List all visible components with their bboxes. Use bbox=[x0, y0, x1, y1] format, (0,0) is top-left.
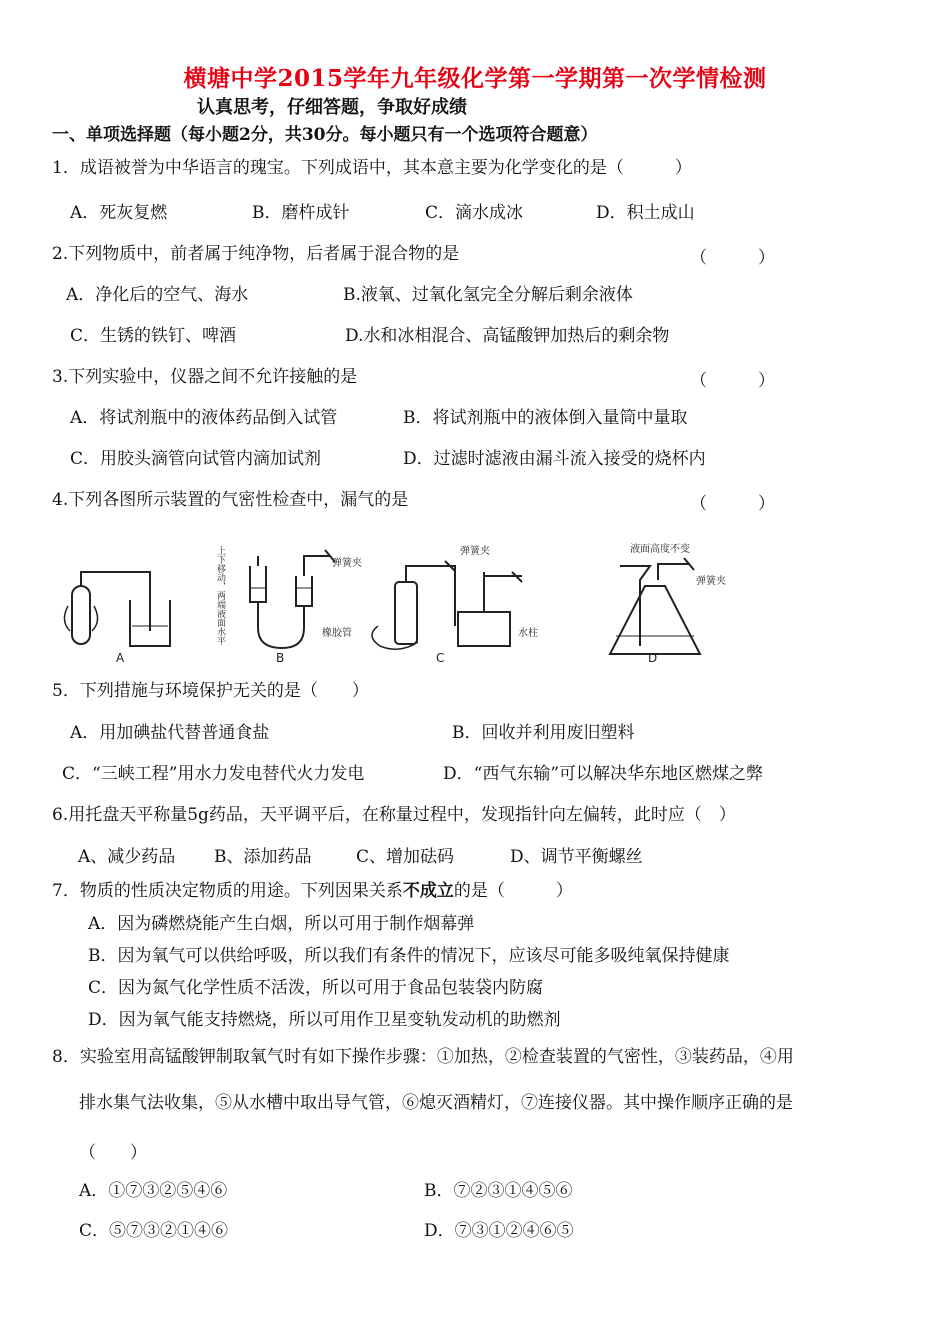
question-1-option-b: B．磨杵成针 bbox=[252, 203, 350, 223]
figure-d-spring-clip: 弹簧夹 bbox=[696, 576, 726, 587]
question-2-option-a: A．净化后的空气、海水 bbox=[66, 285, 249, 305]
question-8-answer-paren: （ ） bbox=[79, 1143, 147, 1163]
figure-b-side-note: 上下移动，两端液面水平 bbox=[215, 546, 225, 645]
question-7-stem-end: 的是（ ） bbox=[453, 881, 573, 901]
question-3-option-c: C．用胶头滴管向试管内滴加试剂 bbox=[70, 449, 322, 469]
question-7-stem bbox=[52, 880, 573, 902]
question-2-option-c: C．生锈的铁钉、啤酒 bbox=[70, 326, 237, 346]
question-2-option-b: B.液氧、过氧化氢完全分解后剩余液体 bbox=[343, 285, 633, 305]
question-5-option-c: C．“三峡工程”用水力发电替代火力发电 bbox=[62, 764, 365, 784]
apparatus-d bbox=[610, 558, 700, 654]
question-6-option-a: A、减少药品 bbox=[78, 847, 176, 867]
question-7-stem-emphasis: 不成立 bbox=[402, 881, 454, 901]
question-8-option-b: B．⑦②③①④⑤⑥ bbox=[424, 1181, 573, 1201]
question-6-option-b: B、添加药品 bbox=[214, 847, 312, 867]
question-2-stem: 2.下列物质中，前者属于纯净物，后者属于混合物的是 bbox=[52, 244, 460, 264]
question-2-answer-paren: （ ） bbox=[690, 248, 775, 268]
section-heading: 一、单项选择题（每小题2分，共30分。每小题只有一个选项符合题意） bbox=[52, 125, 598, 145]
figure-label-b: B bbox=[276, 651, 285, 665]
question-7-stem-start: 7．物质的性质决定物质的用途。下列因果关系 bbox=[52, 881, 403, 901]
motto: 认真思考，仔细答题，争取好成绩 bbox=[197, 97, 467, 118]
question-7-option-c: C．因为氮气化学性质不活泼，所以可用于食品包装袋内防腐 bbox=[88, 978, 544, 998]
figure-b-rubber-tube: 橡胶管 bbox=[322, 628, 352, 639]
apparatus-c bbox=[372, 561, 522, 649]
apparatus-a bbox=[64, 572, 170, 646]
question-7-option-a: A．因为磷燃烧能产生白烟，所以可用于制作烟幕弹 bbox=[88, 914, 475, 934]
figure-b-spring-clip: 弹簧夹 bbox=[332, 558, 362, 569]
question-8-option-c: C．⑤⑦③②①④⑥ bbox=[79, 1221, 229, 1241]
question-6-option-d: D、调节平衡螺丝 bbox=[510, 847, 643, 867]
question-3-option-d: D．过滤时滤液由漏斗流入接受的烧杯内 bbox=[403, 449, 706, 469]
question-6-option-c: C、增加砝码 bbox=[356, 847, 455, 867]
figure-label-c: C bbox=[436, 651, 445, 665]
question-1-option-c: C．滴水成冰 bbox=[425, 203, 524, 223]
question-1-option-d: D．积土成山 bbox=[596, 203, 695, 223]
question-5-stem: 5．下列措施与环境保护无关的是（ ） bbox=[52, 681, 369, 701]
page-title: 横塘中学2015学年九年级化学第一学期第一次学情检测 bbox=[183, 65, 767, 92]
question-3-option-a: A．将试剂瓶中的液体药品倒入试管 bbox=[70, 408, 338, 428]
question-1-stem: 1．成语被誉为中华语言的瑰宝。下列成语中，其本意主要为化学变化的是（ ） bbox=[52, 158, 692, 178]
figure-label-d: D bbox=[648, 651, 658, 665]
question-4-stem: 4.下列各图所示装置的气密性检查中，漏气的是 bbox=[52, 490, 409, 510]
figure-c-spring-clip: 弹簧夹 bbox=[460, 546, 490, 557]
question-7-option-b: B．因为氧气可以供给呼吸，所以我们有条件的情况下，应该尽可能多吸纯氧保持健康 bbox=[88, 946, 730, 966]
figure-d-level-note: 液面高度不变 bbox=[630, 544, 690, 555]
question-8-stem-line-2: 排水集气法收集，⑤从水槽中取出导气管，⑥熄灭酒精灯，⑦连接仪器。其中操作顺序正确的是 bbox=[79, 1093, 793, 1113]
question-8-option-a: A．①⑦③②⑤④⑥ bbox=[79, 1181, 228, 1201]
question-8-stem-line-1: 8．实验室用高锰酸钾制取氧气时有如下操作步骤：①加热，②检查装置的气密性，③装药品，④用 bbox=[52, 1047, 794, 1067]
figure-label-a: A bbox=[116, 651, 125, 665]
question-5-option-d: D．“西气东输”可以解决华东地区燃煤之弊 bbox=[443, 764, 764, 784]
question-7-option-d: D．因为氧气能支持燃烧，所以可用作卫星变轨发动机的助燃剂 bbox=[88, 1010, 561, 1030]
figure-c-water-column: 水柱 bbox=[518, 628, 538, 639]
question-6-stem: 6.用托盘天平称量5g药品，天平调平后，在称量过程中，发现指针向左偏转，此时应（ ） bbox=[52, 805, 736, 825]
question-2-option-d: D.水和冰相混合、高锰酸钾加热后的剩余物 bbox=[345, 326, 670, 346]
question-3-stem: 3.下列实验中，仪器之间不允许接触的是 bbox=[52, 367, 358, 387]
question-3-answer-paren: （ ） bbox=[690, 371, 775, 391]
question-3-option-b: B．将试剂瓶中的液体倒入量筒中量取 bbox=[403, 408, 688, 428]
question-5-option-a: A．用加碘盐代替普通食盐 bbox=[70, 723, 270, 743]
question-8-option-d: D．⑦③①②④⑥⑤ bbox=[424, 1221, 574, 1241]
question-4-answer-paren: （ ） bbox=[690, 494, 775, 514]
airtightness-apparatus-figure bbox=[60, 536, 820, 668]
question-5-option-b: B．回收并利用废旧塑料 bbox=[452, 723, 635, 743]
question-1-option-a: A．死灰复燃 bbox=[70, 203, 168, 223]
